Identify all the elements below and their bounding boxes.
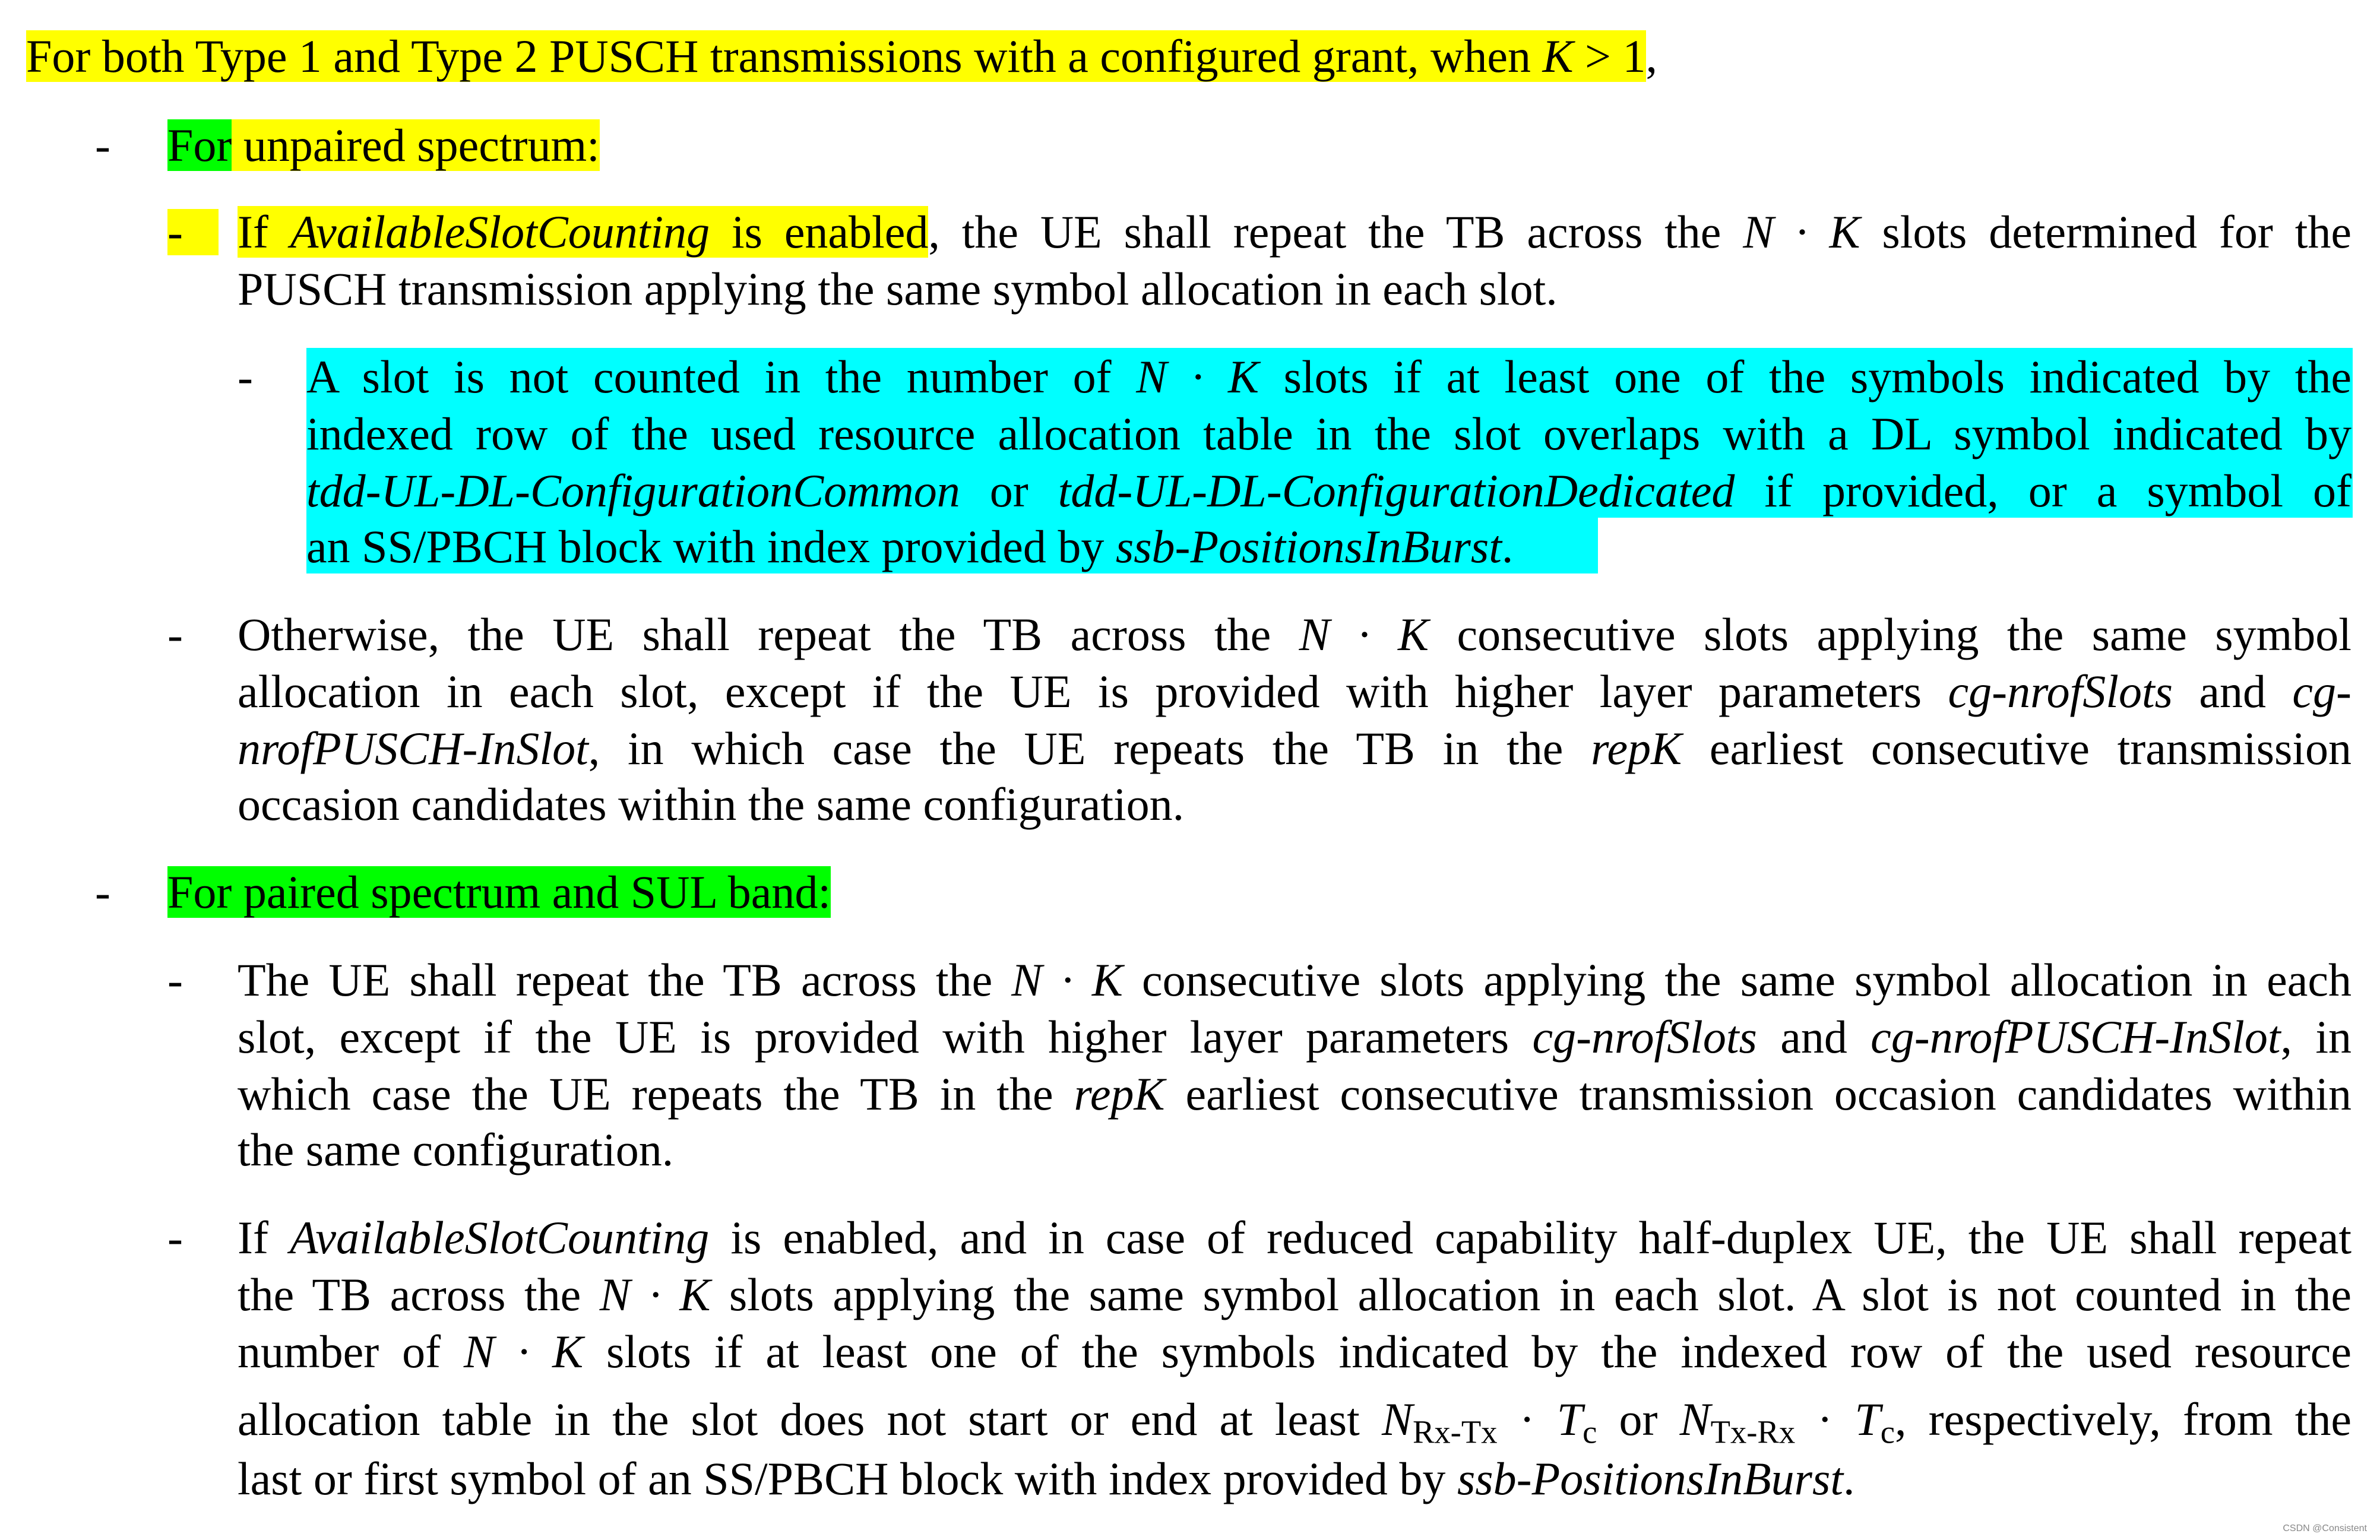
sub1-line4 (306, 521, 1514, 572)
item2-l3it: nrofPUSCH-InSlot (238, 723, 588, 774)
bullet-dash: - (167, 209, 219, 255)
item3-l2it: cg-nrofSlots (1532, 1011, 1757, 1063)
item4-l5end: . (1843, 1453, 1855, 1504)
item4-t1: T (1556, 1393, 1583, 1445)
item4-l5a: last or first symbol of an SS/PBCH block with index provided by (238, 1453, 1457, 1504)
item1-hl-pre: If (238, 206, 290, 258)
item4-dot1: · (1497, 1393, 1557, 1445)
item3-l3it: repK (1074, 1068, 1165, 1120)
item2-l2a: allocation in each slot, except if the UE is provided with higher layer parameters (238, 666, 1948, 717)
bullet-dash: - (167, 1212, 183, 1263)
sub1-b: slots if at least one of the symbols indicated by the (1259, 351, 2351, 403)
unpaired-for: For (167, 119, 232, 171)
item4-l2a: the TB across the (238, 1269, 600, 1320)
intro-highlight (26, 30, 1646, 82)
item3-l2b: and (1756, 1011, 1871, 1063)
item4-line3 (238, 1326, 2351, 1377)
item4-l2math: N · K (599, 1269, 711, 1320)
sub1-math: N · K (1136, 351, 1259, 403)
bullet-dash: - (95, 119, 110, 171)
item3-math: N · K (1011, 954, 1123, 1006)
sub1-rest: if provided, or a symbol of (1735, 465, 2351, 516)
item2-b: consecutive slots applying the same symbol (1429, 609, 2351, 660)
sub1-line2: indexed row of the used resource allocation table in the slot overlaps with a DL symbol indicated by (306, 408, 2351, 460)
item3-line1 (238, 954, 2351, 1006)
item4-line2 (238, 1269, 2351, 1320)
intro-comma: , (1645, 30, 1658, 82)
item2-line3 (238, 725, 2351, 772)
item4-line4 (238, 1393, 2352, 1450)
paired-text: For paired spectrum and SUL band: (167, 866, 831, 918)
item4-a: If (238, 1212, 290, 1263)
item4-c1: c (1583, 1414, 1597, 1450)
sub1-a: A slot is not counted in the number of (306, 351, 1137, 403)
bullet-dash: - (95, 866, 110, 918)
item4-c2: c (1880, 1414, 1895, 1450)
paired-heading (167, 866, 831, 918)
item2-l2it2: cg- (2292, 666, 2351, 717)
item2-line1 (238, 611, 2351, 658)
item1-rest-b: slots determined for the (1860, 206, 2352, 258)
item1-line1 (238, 206, 2352, 258)
item3-line3 (238, 1068, 2352, 1120)
item4-line1 (238, 1212, 2351, 1263)
item4-l2b: slots applying the same symbol allocation in each slot. A slot is not counted in the (710, 1269, 2351, 1320)
unpaired-heading (167, 119, 600, 171)
item3-b: consecutive slots applying the same symbol allocation in each (1122, 954, 2351, 1006)
item4-sub2: Tx-Rx (1710, 1414, 1796, 1450)
item4-l5it: ssb-PositionsInBurst (1457, 1453, 1843, 1504)
item2-l3a: , in which case the UE repeats the TB in the (588, 723, 1591, 774)
sub1-it1: tdd-UL-DL-ConfigurationCommon (306, 465, 960, 516)
item4-line5 (238, 1453, 1855, 1504)
item2-l2b: and (2172, 666, 2293, 717)
sub1-l4end: . (1501, 521, 1514, 572)
item3-l2c: , in (2280, 1011, 2352, 1063)
intro-rest: > 1 (1573, 30, 1646, 82)
item2-a: Otherwise, the UE shall repeat the TB across the (238, 609, 1299, 660)
item3-a: The UE shall repeat the TB across the (238, 954, 1012, 1006)
item1-line2: PUSCH transmission applying the same symbol allocation in each slot. (238, 263, 1558, 315)
item2-line2 (238, 668, 2351, 715)
sub1-l4a: an SS/PBCH block with index provided by (306, 521, 1116, 572)
sub1-line3 (306, 465, 2351, 516)
item2-l2it: cg-nrofSlots (1948, 666, 2173, 717)
unpaired-rest: unpaired spectrum: (232, 119, 600, 171)
item3-l3a: which case the UE repeats the TB in the (238, 1068, 1074, 1120)
item3-line2 (238, 1011, 2352, 1063)
intro-k: K (1542, 30, 1574, 82)
item3-l2a: slot, except if the UE is provided with higher layer parameters (238, 1011, 1533, 1063)
item4-l3math: N · K (463, 1326, 584, 1377)
item1-highlight (238, 206, 928, 258)
item1-hl-italic: AvailableSlotCounting (290, 206, 710, 258)
sub1-l4it: ssb-PositionsInBurst (1115, 521, 1502, 572)
item4-l4b: , respectively, from the (1895, 1393, 2352, 1445)
item4-sub1: Rx-Tx (1412, 1414, 1498, 1450)
item4-b: is enabled, and in case of reduced capability half-duplex UE, the UE shall repeat (709, 1212, 2351, 1263)
bullet-dash: - (167, 609, 183, 660)
item1-rest-a: , the UE shall repeat the TB across the (928, 206, 1743, 258)
item2-l3b: earliest consecutive transmission (1682, 723, 2351, 774)
sub1-it2: tdd-UL-DL-ConfigurationDedicated (1058, 465, 1735, 516)
item4-n1: N (1381, 1393, 1413, 1445)
item1-hl-post: is enabled (710, 206, 929, 258)
item2-l3it2: repK (1591, 723, 1682, 774)
item3-l2it2: cg-nrofPUSCH-InSlot (1871, 1011, 2281, 1063)
item4-l3a: number of (238, 1326, 464, 1377)
item4-l4a: allocation table in the slot does not start or end at least (238, 1393, 1382, 1445)
item4-t2: T (1854, 1393, 1881, 1445)
item4-it: AvailableSlotCounting (290, 1212, 710, 1263)
item1-math: N · K (1743, 206, 1860, 258)
item4-n2: N (1679, 1393, 1711, 1445)
item2-math: N · K (1299, 609, 1429, 660)
item3-line4: the same configuration. (238, 1124, 674, 1175)
intro-line (26, 30, 1658, 82)
item4-l3b: slots if at least one of the symbols indicated by the indexed row of the used resource (583, 1326, 2351, 1377)
item4-or: or (1597, 1393, 1680, 1445)
item3-l3b: earliest consecutive transmission occasion candidates within (1164, 1068, 2352, 1120)
watermark: CSDN @Consistent (2283, 1523, 2367, 1533)
intro-text: For both Type 1 and Type 2 PUSCH transmissions with a configured grant, when (26, 30, 1543, 82)
item2-line4: occasion candidates within the same configuration. (238, 778, 1185, 830)
sub1-or: or (960, 465, 1058, 516)
sub1-line1 (306, 351, 2351, 403)
bullet-dash: - (238, 351, 253, 403)
item4-dot2: · (1795, 1393, 1855, 1445)
bullet-dash: - (167, 954, 183, 1006)
